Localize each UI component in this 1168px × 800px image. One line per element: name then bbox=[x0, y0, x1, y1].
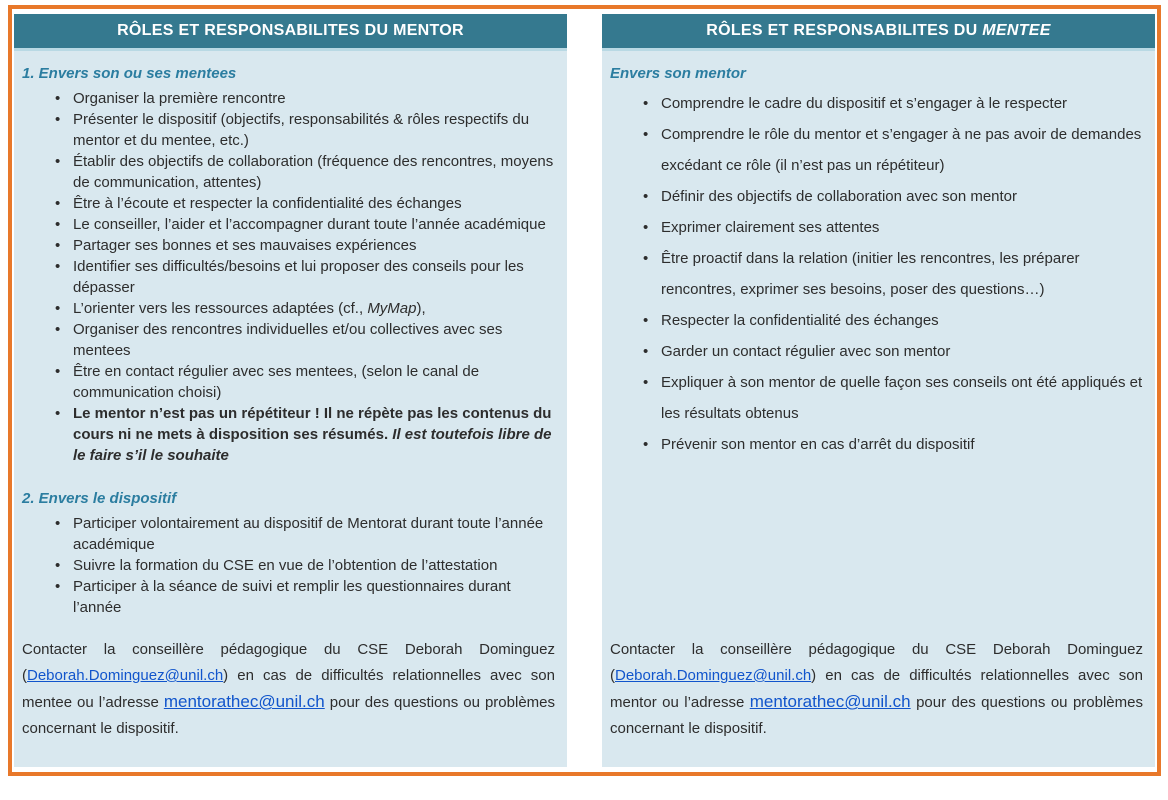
email-link[interactable]: mentorathec@unil.ch bbox=[163, 692, 325, 711]
panel-mentor bbox=[14, 14, 567, 767]
list-item bbox=[610, 88, 1143, 119]
text-run: ), bbox=[416, 300, 426, 317]
panel-header-mentor bbox=[14, 14, 567, 51]
list-item bbox=[610, 336, 1143, 367]
list-item bbox=[610, 119, 1143, 181]
panel-body-mentor bbox=[14, 51, 567, 767]
text-run: L’orienter vers les ressources adaptées (cf., bbox=[73, 300, 368, 317]
text-run: Comprendre le rôle du mentor et s’engager à ne pas avoir de demandes excédant ce rôle (il n’est pas un répétiteur) bbox=[661, 126, 1142, 174]
text-run: Comprendre le cadre du dispositif et s’engager à le respecter bbox=[661, 95, 1068, 112]
list-item bbox=[22, 235, 555, 256]
panel-content bbox=[22, 59, 555, 618]
list-item bbox=[22, 361, 555, 403]
email-link[interactable]: Deborah.Dominguez@unil.ch bbox=[27, 667, 224, 684]
bullet-list bbox=[22, 88, 555, 466]
text-run: Le conseiller, l’aider et l’accompagner durant toute l’année académique bbox=[73, 216, 546, 233]
text-run: pour des questions ou problèmes concernant le dispositif. bbox=[610, 694, 1143, 737]
text-run: Partager ses bonnes et ses mauvaises expériences bbox=[73, 237, 417, 254]
text-run: Participer à la séance de suivi et remplir les questionnaires durant l’année bbox=[73, 578, 511, 616]
list-item bbox=[22, 88, 555, 109]
list-item bbox=[22, 298, 555, 319]
text-run: Être proactif dans la relation (initier les rencontres, les préparer rencontres, exprimer ses besoins, poser des questions…) bbox=[661, 250, 1080, 298]
text-run: MENTEE bbox=[982, 22, 1051, 39]
list-item bbox=[22, 151, 555, 193]
list-item bbox=[22, 319, 555, 361]
list-item bbox=[610, 181, 1143, 212]
section bbox=[610, 63, 1143, 460]
text-run: RÔLES ET RESPONSABILITES DU MENTOR bbox=[117, 22, 464, 39]
text-run: Contacter la conseillère pédagogique du CSE Deborah Dominguez ( bbox=[610, 641, 1143, 684]
text-run: ) en cas de difficultés relationnelles avec son mentor ou l’adresse bbox=[610, 667, 1143, 711]
text-run: Garder un contact régulier avec son mentor bbox=[661, 343, 951, 360]
list-item bbox=[22, 555, 555, 576]
list-item bbox=[610, 367, 1143, 429]
section-heading: 1. Envers son ou ses mentees bbox=[22, 65, 237, 82]
text-run: ) en cas de difficultés relationnelles avec son mentee ou l’adresse bbox=[22, 667, 555, 711]
section-heading: Envers son mentor bbox=[610, 65, 746, 82]
text-run: Prévenir son mentor en cas d’arrêt du dispositif bbox=[661, 436, 975, 453]
text-run: Expliquer à son mentor de quelle façon ses conseils ont été appliqués et les résultats obtenus bbox=[661, 374, 1143, 422]
text-run: Suivre la formation du CSE en vue de l’obtention de l’attestation bbox=[73, 557, 498, 574]
text-run: pour des questions ou problèmes concernant le dispositif. bbox=[22, 694, 555, 737]
panel-title bbox=[117, 22, 464, 39]
list-item bbox=[610, 429, 1143, 460]
section-heading: 2. Envers le dispositif bbox=[22, 490, 177, 507]
text-run: Définir des objectifs de collaboration avec son mentor bbox=[661, 188, 1018, 205]
list-item bbox=[22, 576, 555, 618]
section bbox=[22, 63, 555, 466]
bullet-list bbox=[610, 88, 1143, 460]
panel-mentee bbox=[602, 14, 1155, 767]
contact-paragraph bbox=[22, 627, 555, 742]
list-item bbox=[610, 305, 1143, 336]
text-run: Organiser la première rencontre bbox=[73, 90, 286, 107]
text-run: Contacter la conseillère pédagogique du CSE Deborah Dominguez ( bbox=[22, 641, 555, 684]
email-link[interactable]: Deborah.Dominguez@unil.ch bbox=[615, 667, 812, 684]
list-item bbox=[22, 513, 555, 555]
text-run: Respecter la confidentialité des échanges bbox=[661, 312, 939, 329]
text-run: Être à l’écoute et respecter la confidentialité des échanges bbox=[73, 195, 462, 212]
list-item bbox=[22, 214, 555, 235]
text-run: Il est toutefois libre de le faire s’il le souhaite bbox=[73, 426, 552, 464]
section bbox=[22, 488, 555, 618]
panel-body-mentee bbox=[602, 51, 1155, 767]
text-run: Identifier ses difficultés/besoins et lui proposer des conseils pour les dépasser bbox=[73, 258, 524, 296]
text-run: Exprimer clairement ses attentes bbox=[661, 219, 880, 236]
text-run: MyMap bbox=[367, 300, 417, 317]
text-run: Organiser des rencontres individuelles et/ou collectives avec ses mentees bbox=[73, 321, 503, 359]
list-item bbox=[610, 212, 1143, 243]
list-item bbox=[22, 256, 555, 298]
text-run: RÔLES ET RESPONSABILITES DU bbox=[706, 22, 983, 39]
list-item bbox=[22, 109, 555, 151]
list-item bbox=[22, 403, 555, 466]
panel-title bbox=[706, 22, 1050, 39]
email-link[interactable]: mentorathec@unil.ch bbox=[749, 692, 911, 711]
orange-frame bbox=[8, 5, 1161, 776]
text-run: Participer volontairement au dispositif de Mentorat durant toute l’année académique bbox=[73, 515, 544, 553]
bullet-list bbox=[22, 513, 555, 618]
text-run: Établir des objectifs de collaboration (fréquence des rencontres, moyens de communication, attentes) bbox=[73, 153, 554, 191]
list-item bbox=[22, 193, 555, 214]
text-run: Présenter le dispositif (objectifs, responsabilités & rôles respectifs du mentor et du mentee, etc.) bbox=[73, 111, 530, 149]
panel-header-mentee bbox=[602, 14, 1155, 51]
list-item bbox=[610, 243, 1143, 305]
text-run: Être en contact régulier avec ses mentees, (selon le canal de communication choisi) bbox=[73, 363, 480, 401]
contact-paragraph bbox=[610, 627, 1143, 742]
panel-content bbox=[610, 59, 1143, 460]
text-run: Le mentor n’est pas un répétiteur ! Il ne répète pas les contenus du cours ni ne mets à disposition ses résumés. bbox=[73, 405, 552, 443]
